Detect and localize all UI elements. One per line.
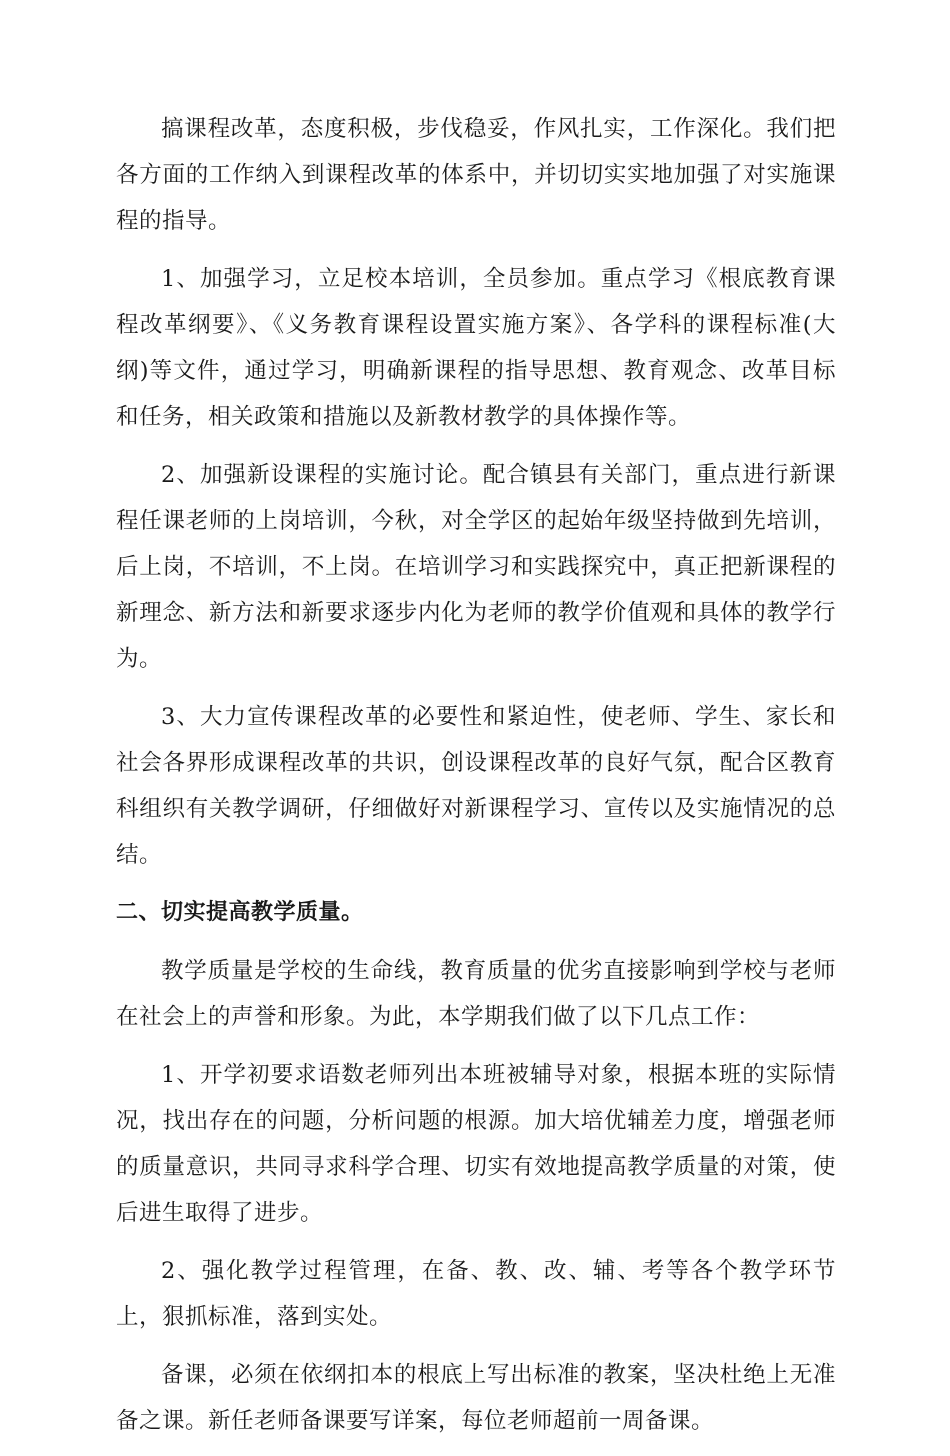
- paragraph-item-3-publicity: 3、大力宣传课程改革的必要性和紧迫性，使老师、学生、家长和社会各界形成课程改革的共识，创设课程改革的良好气氛，配合区教育科组织有关教学调研，仔细做好对新课程学习、宣传以及实施情况的总结。: [116, 704, 836, 868]
- paragraph-item-2-implementation: 2、加强新设课程的实施讨论。配合镇县有关部门，重点进行新课程任课老师的上岗培训，今秋，对全学区的起始年级坚持做到先培训，后上岗，不培训，不上岗。在培训学习和实践探究中，真正把新课程的新理念、新方法和新要求逐步内化为老师的教学价值观和具体的教学行为。: [116, 462, 836, 672]
- paragraph-lesson-preparation: 备课，必须在依纲扣本的根底上写出标准的教案，坚决杜绝上无准备之课。新任老师备课要写详案，每位老师超前一周备课。: [116, 1362, 836, 1434]
- paragraph-teaching-quality-intro: 教学质量是学校的生命线，教育质量的优劣直接影响到学校与老师在社会上的声誉和形象。为此，本学期我们做了以下几点工作：: [116, 958, 836, 1030]
- section-heading-teaching-quality: 二、切实提高教学质量。: [116, 900, 364, 925]
- document-body: [116, 106, 836, 1456]
- paragraph-item-1-study: 1、加强学习，立足校本培训，全员参加。重点学习《根底教育课程改革纲要》、《义务教育课程设置实施方案》、各学科的课程标准(大纲)等文件，通过学习，明确新课程的指导思想、教育观念、改革目标和任务，相关政策和措施以及新教材教学的具体操作等。: [116, 266, 836, 430]
- paragraph-curriculum-reform-intro: 搞课程改革，态度积极，步伐稳妥，作风扎实，工作深化。我们把各方面的工作纳入到课程改革的体系中，并切切实实地加强了对实施课程的指导。: [116, 116, 836, 234]
- paragraph-quality-item-2: 2、强化教学过程管理，在备、教、改、辅、考等各个教学环节上，狠抓标准，落到实处。: [116, 1258, 836, 1330]
- paragraph-quality-item-1: 1、开学初要求语数老师列出本班被辅导对象，根据本班的实际情况，找出存在的问题，分析问题的根源。加大培优辅差力度，增强老师的质量意识，共同寻求科学合理、切实有效地提高教学质量的对策，使后进生取得了进步。: [116, 1062, 836, 1226]
